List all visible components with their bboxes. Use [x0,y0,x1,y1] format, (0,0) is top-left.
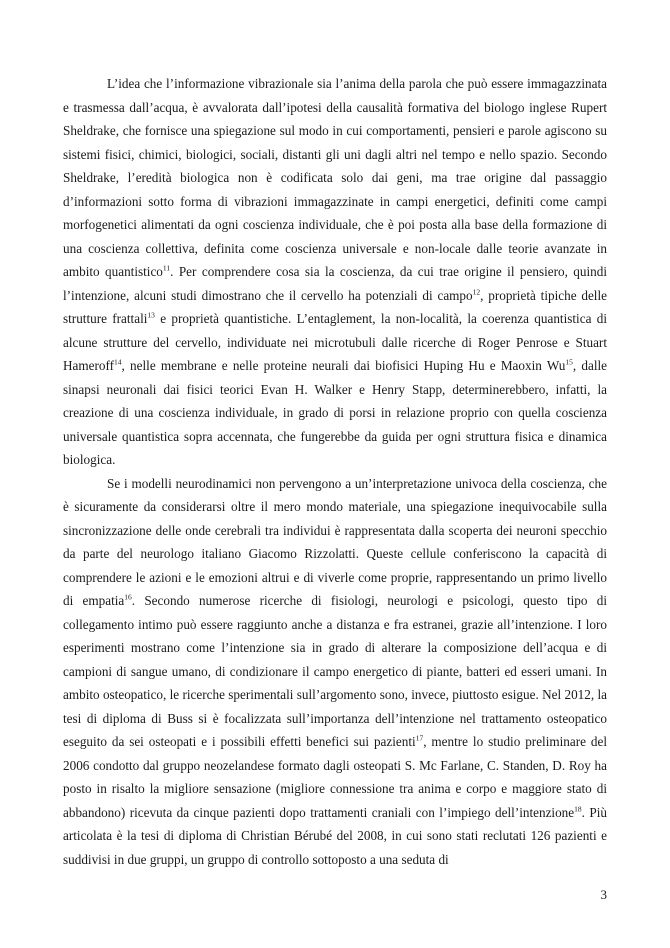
paragraph [63,472,607,872]
paragraph [63,72,607,472]
text-run: L’idea che l’informazione vibrazionale sia l’anima della parola che può essere immagazzinata e trasmessa dall’acqua, è avvalorata dall’ipotesi della causalità formativa del biologo inglese Rupert Sheldrake, che fornisce una spiegazione sul modo in cui comportamenti, pensieri e parole agiscono su sistemi fisici, chimici, biologici, sociali, distanti gli uni dagli altri nel tempo e nello spazio. Secondo Sheldrake, l’eredità biologica non è codificata solo dai geni, ma trae origine dal passaggio d’informazioni sotto forma di vibrazioni immagazzinate in campi energetici, definiti come campi morfogenetici alimentati da ogni coscienza individuale, che è poi posta alla base della formazione di una coscienza collettiva, definita come coscienza universale e non-locale dalle teorie avanzate in ambito quantistico [63,76,607,279]
footnote-ref: 18 [574,804,582,814]
text-run: , dalle sinapsi neuronali dai fisici teorici Evan H. Walker e Henry Stapp, determinerebbero, infatti, la creazione di una coscienza individuale, in grado di porsi in relazione proprio con quella coscienza universale quantistica sopra accennata, che fungerebbe da guida per ogni struttura fisica e dinamica biologica. [63,358,607,467]
footnote-ref: 13 [147,310,155,320]
text-run: Se i modelli neurodinamici non pervengono a un’interpretazione univoca della coscienza, che è sicuramente da considerarsi oltre il mero mondo materiale, una spiegazione inequivocabile sulla sincronizzazione delle onde cerebrali tra individui è rappresentata dalla scoperta dei neuroni specchio da parte del neurologo italiano Giacomo Rizzolatti. Queste cellule conferiscono la capacità di comprendere le azioni e le emozioni altrui e di viverle come proprie, rappresentando un primo livello di empatia [63,475,607,608]
document-page [63,72,607,871]
footnote-ref: 11 [162,263,171,273]
footnote-ref: 15 [565,357,573,367]
text-run: . Più articolata è la tesi di diploma di Christian Bérubé del 2008, in cui sono stati reclutati 126 pazienti e suddivisi in due gruppi, un gruppo di controllo sottoposto a una seduta di [63,804,607,867]
text-run: . Per comprendere cosa sia la coscienza, da cui trae origine il pensiero, quindi l’intenzione, alcuni studi dimostrano che il cervello ha potenziali di campo [63,264,607,303]
text-run: e proprietà quantistiche. L’entaglement, la non-località, la coerenza quantistica di alcune strutture del cervello, individuate nei microtubuli dalle ricerche di Roger Penrose e Stuart Hameroff [63,311,607,373]
footnote-ref: 17 [415,733,424,743]
text-run: , proprietà tipiche delle strutture frattali [63,287,607,326]
text-run: . Secondo numerose ricerche di fisiologi, neurologi e psicologi, questo tipo di collegamento intimo può essere raggiunto anche a distanza e fra estranei, grazie all’intenzione. I loro esperimenti mostrano come l’intenzione sia in grado di alterare la composizione dell’acqua e di campioni di sangue umano, di condizionare il campo energetico di piante, batteri ed esseri umani. In ambito osteopatico, le ricerche sperimentali sull’argomento sono, invece, piuttosto esigue. Nel 2012, la tesi di diploma di Buss si è focalizzata sull’importanza dell’intenzione nel trattamento osteopatico eseguito da sei osteopati e i possibili effetti benefici sui pazienti [63,593,608,749]
footnote-ref: 12 [472,287,481,297]
footnote-ref: 16 [124,592,132,602]
text-run: , mentre lo studio preliminare del 2006 condotto dal gruppo neozelandese formato dagli osteopati S. Mc Farlane, C. Standen, D. Roy ha posto in risalto la migliore sensazione (migliore connessione tra anima e corpo e maggiore stato di abbandono) ricevuta da cinque pazienti dopo trattamenti craniali con l’impiego dell’intenzione [63,734,607,820]
text-run: , nelle membrane e nelle proteine neurali dai biofisici Huping Hu e Maoxin Wu [121,358,566,373]
footnote-ref: 14 [114,357,122,367]
page-number: 3 [600,887,607,902]
